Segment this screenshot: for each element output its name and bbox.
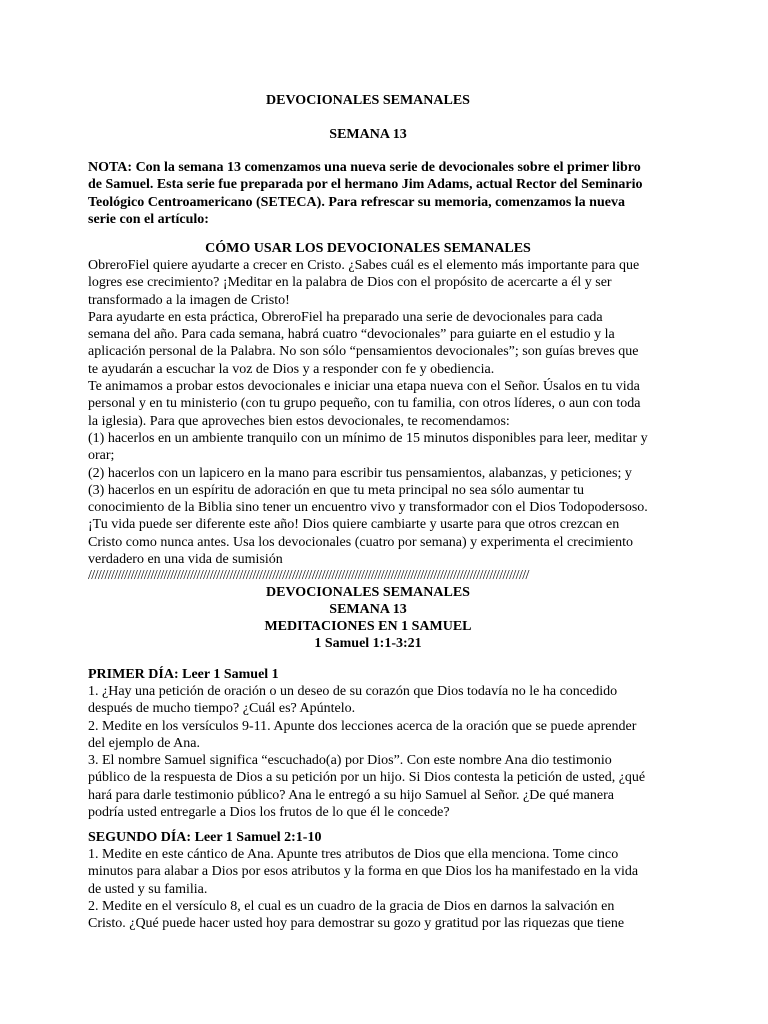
dia2-title: SEGUNDO DÍA: Leer 1 Samuel 2:1-10 — [88, 830, 322, 845]
dia2-list — [88, 846, 648, 932]
como-paragraph: Para ayudarte en esta práctica, ObreroFiel ha preparado una serie de devocionales para cada semana del año. Para cada semana, habrá cuatro “devocionales” para guiarte en el estudio y la aplicación personal de la Palabra. No son sólo “pensamientos devocionales”; son guías breves que te ayudarán a escuchar la voz de Dios y a responder con fe y obediencia. — [88, 309, 639, 377]
block-meditaciones: MEDITACIONES EN 1 SAMUEL — [264, 619, 472, 634]
block-title: DEVOCIONALES SEMANALES — [266, 585, 470, 600]
como-paragraph: ObreroFiel quiere ayudarte a crecer en Cristo. ¿Sabes cuál es el elemento más importante para que logres ese crecimiento? ¡Meditar en la palabra de Dios con el propósito de acercarte a él y ser transformado a la imagen de Cristo! — [88, 258, 640, 308]
dia1-title: PRIMER DÍA: Leer 1 Samuel 1 — [88, 667, 279, 682]
list-item: 2. Medite en el versículo 8, el cual es un cuadro de la gracia de Dios en darnos la salvación en Cristo. ¿Qué puede hacer usted hoy para demostrar su gozo y gratitud por las riquezas que tiene — [88, 898, 625, 932]
como-paragraph: (1) hacerlos en un ambiente tranquilo con un mínimo de 15 minutos disponibles para leer, meditar y orar; — [88, 430, 648, 464]
header-week: SEMANA 13 — [329, 127, 407, 142]
como-usar-title: CÓMO USAR LOS DEVOCIONALES SEMANALES — [205, 241, 531, 256]
list-item: 3. El nombre Samuel significa “escuchado(a) por Dios”. Con este nombre Ana dio testimonio público de la respuesta de Dios a su petición por un hijo. Si Dios contesta la petición de usted, ¿qué hará para darle testimonio público? Ana le entregó a su hijo Samuel al Señor. ¿De qué manera podría usted entregarle a Dios los frutos de lo que él le concede? — [88, 753, 646, 821]
block-week: SEMANA 13 — [329, 602, 407, 617]
list-item: 2. Medite en los versículos 9-11. Apunte dos lecciones acerca de la oración que se puede aprender del ejemplo de Ana. — [88, 718, 637, 751]
dia1-list — [88, 683, 648, 821]
como-paragraph: ¡Tu vida puede ser diferente este año! Dios quiere cambiarte y usarte para que otros crezcan en Cristo como nunca antes. Usa los devocionales (cuatro por semana) y experimenta el crecimiento verdadero en una vida de sumisión — [88, 517, 634, 568]
como-paragraph: Te animamos a probar estos devocionales e iniciar una etapa nueva con el Señor. Úsalos en tu vida personal y en tu ministerio (con tu grupo pequeño, con tu familia, con otros líderes, o aun con toda la iglesia). Para que aproveches bien estos devocionales, te recomendamos: — [88, 379, 641, 429]
list-item: 1. ¿Hay una petición de oración o un deseo de su corazón que Dios todavía no le ha concedido después de mucho tiempo? ¿Cuál es? Apúntelo. — [88, 684, 618, 717]
header-title: DEVOCIONALES SEMANALES — [266, 93, 470, 108]
list-item: 1. Medite en este cántico de Ana. Apunte tres atributos de Dios que ella menciona. Tome cinco minutos para alabar a Dios por esos atributos y la forma en que Dios los ha manifestado en la vida de usted y su familia. — [88, 847, 639, 897]
block-reference: 1 Samuel 1:1-3:21 — [314, 636, 422, 651]
como-paragraph: (2) hacerlos con un lapicero en la mano para escribir tus pensamientos, alabanzas, y peticiones; y — [88, 465, 632, 481]
como-paragraph: (3) hacerlos en un espíritu de adoración en que tu meta principal no sea sólo aumentar tu conocimiento de la Biblia sino tener un encuentro vivo y transformador con el Dios Todopodersoso. — [88, 482, 648, 516]
como-usar-body — [88, 257, 648, 568]
separator-line: ////////////////////////////////////////////////////////////////////////////////////////////////////////////////////////////////////// — [88, 568, 529, 583]
nota-paragraph: NOTA: Con la semana 13 comenzamos una nueva serie de devocionales sobre el primer libro de Samuel. Esta serie fue preparada por el hermano Jim Adams, actual Rector del Seminario Teológico Centroamericano (SETECA). Para refrescar su memoria, comenzamos la nueva serie con el artículo: — [88, 160, 643, 227]
